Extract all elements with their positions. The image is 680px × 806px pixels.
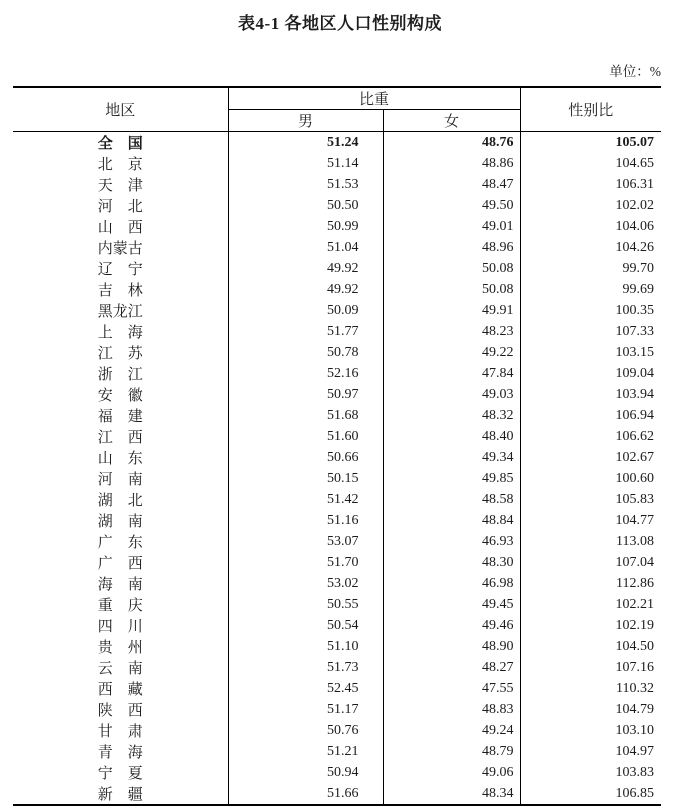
region-name-cell: 海 南 [13, 573, 228, 594]
region-name-cell: 全 国 [13, 132, 228, 154]
table-body [13, 132, 661, 806]
male-proportion-cell: 51.73 [228, 657, 383, 678]
female-proportion-cell: 46.93 [383, 531, 520, 552]
female-proportion-cell: 48.40 [383, 426, 520, 447]
sex-ratio-cell: 102.67 [615, 449, 655, 465]
sex-ratio-cell: 107.04 [615, 554, 655, 570]
region-name-cell: 湖 北 [13, 489, 228, 510]
male-proportion-cell: 51.70 [228, 552, 383, 573]
sex-ratio-cell: 102.21 [615, 596, 655, 612]
region-name-cell: 广 西 [13, 552, 228, 573]
female-proportion-cell: 47.84 [383, 363, 520, 384]
female-proportion-cell: 49.45 [383, 594, 520, 615]
table-row [13, 594, 661, 615]
region-name-cell: 重 庆 [13, 594, 228, 615]
male-proportion-cell: 51.53 [228, 174, 383, 195]
sex-ratio-cell: 106.31 [615, 176, 655, 192]
table-row [13, 699, 661, 720]
sex-ratio-cell: 104.65 [615, 155, 655, 171]
sex-ratio-cell: 105.83 [615, 491, 655, 507]
sex-ratio-cell: 104.77 [615, 512, 655, 528]
male-proportion-cell: 49.92 [228, 279, 383, 300]
male-proportion-cell: 51.10 [228, 636, 383, 657]
page-title: 表4-1 各地区人口性别构成 [238, 14, 442, 33]
male-proportion-cell: 50.76 [228, 720, 383, 741]
male-proportion-cell: 52.45 [228, 678, 383, 699]
male-proportion-cell: 50.97 [228, 384, 383, 405]
table-row [13, 426, 661, 447]
unit-label: 单位：% [609, 64, 661, 79]
table-row [13, 405, 661, 426]
region-name-cell: 北 京 [13, 153, 228, 174]
female-proportion-cell: 48.86 [383, 153, 520, 174]
male-proportion-cell: 49.92 [228, 258, 383, 279]
sex-ratio-cell: 103.15 [615, 344, 655, 360]
sex-ratio-cell: 100.35 [615, 302, 655, 318]
female-proportion-cell: 48.34 [383, 783, 520, 805]
table-row [13, 489, 661, 510]
female-proportion-cell: 48.83 [383, 699, 520, 720]
region-name-cell: 黑龙江 [13, 300, 228, 321]
sex-ratio-cell: 107.16 [615, 659, 655, 675]
table-row [13, 153, 661, 174]
female-proportion-cell: 49.46 [383, 615, 520, 636]
sex-ratio-cell: 105.07 [615, 134, 655, 150]
table-row [13, 321, 661, 342]
sex-ratio-cell: 103.83 [615, 764, 655, 780]
region-name-cell: 西 藏 [13, 678, 228, 699]
female-proportion-cell: 49.50 [383, 195, 520, 216]
sex-ratio-cell: 106.94 [615, 407, 655, 423]
sex-ratio-cell: 104.79 [615, 701, 655, 717]
male-proportion-cell: 51.68 [228, 405, 383, 426]
table-row [13, 216, 661, 237]
male-proportion-cell: 53.02 [228, 573, 383, 594]
sex-ratio-cell: 112.86 [616, 575, 655, 591]
region-name-cell: 青 海 [13, 741, 228, 762]
region-name-cell: 山 东 [13, 447, 228, 468]
female-proportion-cell: 49.03 [383, 384, 520, 405]
female-proportion-cell: 48.84 [383, 510, 520, 531]
male-proportion-cell: 50.78 [228, 342, 383, 363]
female-proportion-cell: 49.34 [383, 447, 520, 468]
table-row [13, 741, 661, 762]
table-row [13, 573, 661, 594]
table-row [13, 237, 661, 258]
column-header-sex-ratio: 性别比 [520, 87, 661, 132]
region-name-cell: 浙 江 [13, 363, 228, 384]
female-proportion-cell: 48.76 [383, 132, 520, 154]
male-proportion-cell: 50.50 [228, 195, 383, 216]
male-proportion-cell: 50.55 [228, 594, 383, 615]
female-proportion-cell: 48.58 [383, 489, 520, 510]
region-name-cell: 河 南 [13, 468, 228, 489]
table-row [13, 510, 661, 531]
sex-ratio-cell: 102.02 [615, 197, 655, 213]
region-name-cell: 贵 州 [13, 636, 228, 657]
sex-ratio-cell: 106.62 [615, 428, 655, 444]
male-proportion-cell: 51.14 [228, 153, 383, 174]
region-name-cell: 甘 肃 [13, 720, 228, 741]
region-name-cell: 辽 宁 [13, 258, 228, 279]
male-proportion-cell: 50.66 [228, 447, 383, 468]
female-proportion-cell: 48.23 [383, 321, 520, 342]
region-name-cell: 湖 南 [13, 510, 228, 531]
sex-ratio-cell: 102.19 [615, 617, 655, 633]
sex-ratio-cell: 103.10 [615, 722, 655, 738]
sex-ratio-cell: 99.69 [622, 281, 655, 297]
table-row [13, 342, 661, 363]
column-header-proportion: 比重 [228, 87, 520, 110]
table-row [13, 384, 661, 405]
region-name-cell: 新 疆 [13, 783, 228, 805]
sex-ratio-cell: 104.06 [615, 218, 655, 234]
population-sex-composition-table [13, 86, 661, 806]
region-name-cell: 上 海 [13, 321, 228, 342]
male-proportion-cell: 51.42 [228, 489, 383, 510]
female-proportion-cell: 49.91 [383, 300, 520, 321]
female-proportion-cell: 49.01 [383, 216, 520, 237]
sex-ratio-cell: 106.85 [615, 785, 655, 801]
table-row [13, 195, 661, 216]
male-proportion-cell: 51.17 [228, 699, 383, 720]
column-header-region: 地区 [13, 87, 228, 132]
male-proportion-cell: 50.54 [228, 615, 383, 636]
table-row [13, 531, 661, 552]
table-row [13, 300, 661, 321]
sex-ratio-cell: 104.97 [615, 743, 655, 759]
male-proportion-cell: 51.77 [228, 321, 383, 342]
region-name-cell: 河 北 [13, 195, 228, 216]
region-name-cell: 福 建 [13, 405, 228, 426]
male-proportion-cell: 50.94 [228, 762, 383, 783]
male-proportion-cell: 52.16 [228, 363, 383, 384]
sex-ratio-cell: 107.33 [615, 323, 655, 339]
region-name-cell: 内蒙古 [13, 237, 228, 258]
male-proportion-cell: 50.99 [228, 216, 383, 237]
region-name-cell: 陕 西 [13, 699, 228, 720]
male-proportion-cell: 50.15 [228, 468, 383, 489]
table-row [13, 552, 661, 573]
table-row [13, 132, 661, 154]
female-proportion-cell: 48.47 [383, 174, 520, 195]
table-row [13, 762, 661, 783]
table-row [13, 447, 661, 468]
table-row [13, 678, 661, 699]
sex-ratio-cell: 104.50 [615, 638, 655, 654]
table-row [13, 657, 661, 678]
region-name-cell: 安 徽 [13, 384, 228, 405]
male-proportion-cell: 50.09 [228, 300, 383, 321]
table-row [13, 720, 661, 741]
region-name-cell: 吉 林 [13, 279, 228, 300]
table-row [13, 615, 661, 636]
female-proportion-cell: 48.27 [383, 657, 520, 678]
sex-ratio-cell: 103.94 [615, 386, 655, 402]
female-proportion-cell: 49.24 [383, 720, 520, 741]
region-name-cell: 四 川 [13, 615, 228, 636]
sex-ratio-cell: 99.70 [622, 260, 655, 276]
table-row [13, 636, 661, 657]
female-proportion-cell: 46.98 [383, 573, 520, 594]
male-proportion-cell: 51.04 [228, 237, 383, 258]
female-proportion-cell: 49.85 [383, 468, 520, 489]
male-proportion-cell: 51.16 [228, 510, 383, 531]
sex-ratio-cell: 113.08 [616, 533, 655, 549]
male-proportion-cell: 51.24 [228, 132, 383, 154]
male-proportion-cell: 53.07 [228, 531, 383, 552]
table-row [13, 258, 661, 279]
region-name-cell: 云 南 [13, 657, 228, 678]
table-row [13, 363, 661, 384]
table-row [13, 174, 661, 195]
region-name-cell: 宁 夏 [13, 762, 228, 783]
female-proportion-cell: 49.22 [383, 342, 520, 363]
sex-ratio-cell: 109.04 [615, 365, 655, 381]
region-name-cell: 广 东 [13, 531, 228, 552]
table-row [13, 279, 661, 300]
female-proportion-cell: 49.06 [383, 762, 520, 783]
female-proportion-cell: 50.08 [383, 258, 520, 279]
sex-ratio-cell: 104.26 [615, 239, 655, 255]
female-proportion-cell: 50.08 [383, 279, 520, 300]
region-name-cell: 山 西 [13, 216, 228, 237]
male-proportion-cell: 51.21 [228, 741, 383, 762]
female-proportion-cell: 48.90 [383, 636, 520, 657]
female-proportion-cell: 48.30 [383, 552, 520, 573]
male-proportion-cell: 51.66 [228, 783, 383, 805]
female-proportion-cell: 47.55 [383, 678, 520, 699]
column-header-male: 男 [228, 110, 383, 132]
female-proportion-cell: 48.79 [383, 741, 520, 762]
female-proportion-cell: 48.96 [383, 237, 520, 258]
region-name-cell: 江 西 [13, 426, 228, 447]
sex-ratio-cell: 110.32 [616, 680, 655, 696]
region-name-cell: 天 津 [13, 174, 228, 195]
table-row [13, 468, 661, 489]
female-proportion-cell: 48.32 [383, 405, 520, 426]
region-name-cell: 江 苏 [13, 342, 228, 363]
header-row-top [13, 87, 661, 110]
male-proportion-cell: 51.60 [228, 426, 383, 447]
table-row [13, 783, 661, 805]
sex-ratio-cell: 100.60 [615, 470, 655, 486]
column-header-female: 女 [383, 110, 520, 132]
table-header [13, 87, 661, 132]
